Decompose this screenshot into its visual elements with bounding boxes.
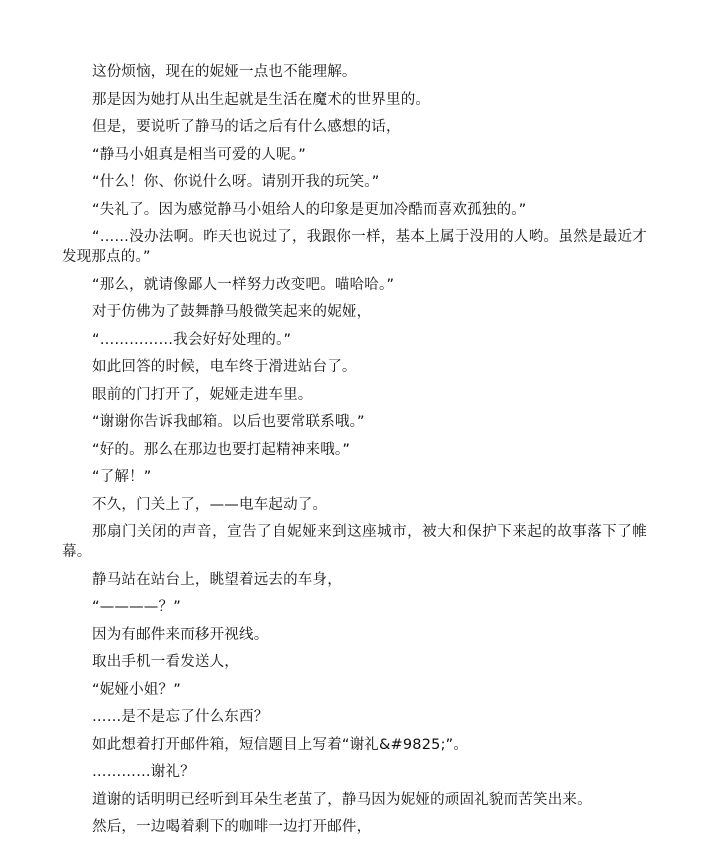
paragraph: “好的。那么在那边也要打起精神来哦。”: [92, 441, 351, 458]
paragraph: “谢谢你告诉我邮箱。以后也要常联系哦。”: [92, 414, 365, 430]
document-page: [62, 62, 647, 845]
paragraph: 但是，要说听了静马的话之后有什么感想的话，: [92, 119, 401, 135]
paragraph: 那是因为她打从出生起就是生活在魔术的世界里的。: [92, 91, 431, 108]
paragraph: 如此回答的时候，电车终于滑进站台了。: [92, 359, 357, 375]
paragraph: “————？”: [92, 599, 181, 615]
paragraph: 如此想着打开邮件箱，短信题目上写着“谢礼&#9825;”。: [92, 736, 469, 753]
paragraph: 道谢的话明明已经听到耳朵生老茧了，静马因为妮娅的顽固礼貌而苦笑出来。: [92, 791, 592, 808]
paragraph: “那么，就请像鄙人一样努力改变吧。喵哈哈。”: [92, 276, 395, 293]
paragraph: “失礼了。因为感觉静马小姐给人的印象是更加冷酷而喜欢孤独的。”: [92, 201, 527, 218]
paragraph: …………谢礼？: [92, 764, 195, 780]
paragraph: ……是不是忘了什么东西？: [92, 709, 269, 725]
paragraph: 那扇门关闭的声音，宣告了自妮娅来到这座城市，被大和保护下来起的故事落下了帷幕。: [62, 524, 647, 560]
paragraph: 对于仿佛为了鼓舞静马般微笑起来的妮娅，: [92, 304, 372, 320]
paragraph: 眼前的门打开了，妮娅走进车里。: [92, 386, 313, 403]
paragraph: “什么！你、你说什么呀。请别开我的玩笑。”: [92, 174, 380, 190]
paragraph: 静马站在站台上，眺望着远去的车身，: [92, 571, 342, 588]
paragraph: 这份烦恼，现在的妮娅一点也不能理解。: [92, 64, 357, 80]
paragraph: 不久，门关上了，——电车起动了。: [92, 496, 328, 513]
paragraph: “了解！”: [92, 469, 152, 485]
paragraph: 然后，一边喝着剩下的咖啡一边打开邮件，: [92, 819, 372, 835]
paragraph: “妮娅小姐？”: [92, 681, 181, 698]
paragraph: “静马小姐真是相当可爱的人呢。”: [92, 146, 306, 163]
paragraph: “……没办法啊。昨天也说过了，我跟你一样，基本上属于没用的人哟。虽然是最近才发现那点的。”: [62, 229, 647, 265]
paragraph: “……………我会好好处理的。”: [92, 331, 292, 348]
paragraph: 因为有邮件来而移开视线。: [92, 626, 269, 643]
paragraph: 取出手机一看发送人，: [92, 654, 239, 670]
